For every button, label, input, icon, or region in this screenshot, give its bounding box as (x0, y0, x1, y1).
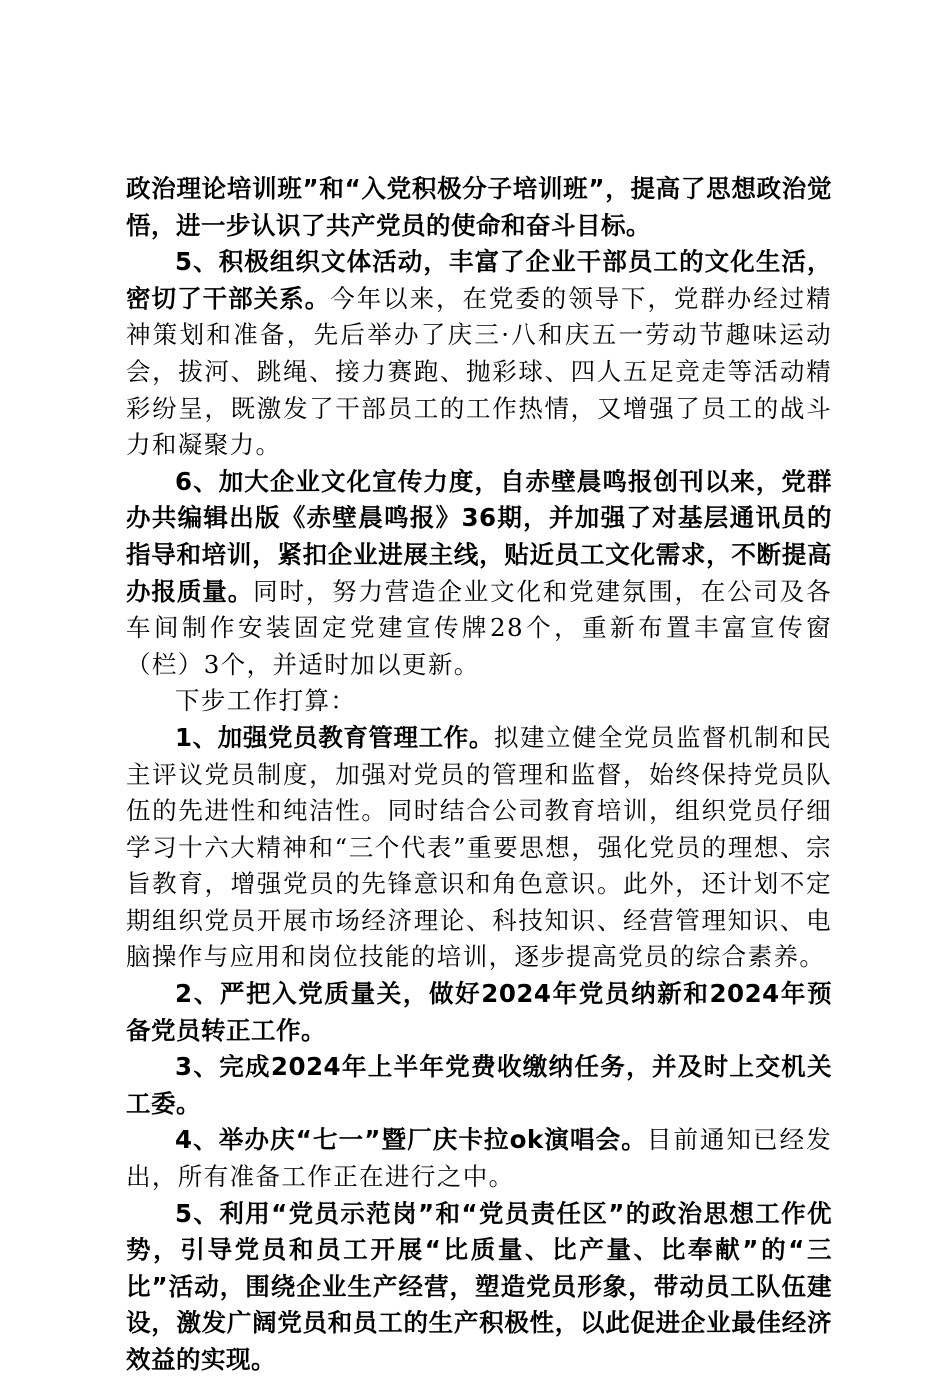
paragraph-6-bold: 2、严把入党质量关，做好2024年党员纳新和2024年预备党员转正工作。 (126, 979, 832, 1045)
paragraph-3 (126, 464, 832, 684)
paragraph-4 (126, 683, 832, 720)
paragraph-2-normal: 今年以来，在党委的领导下，党群办经过精神策划和准备，先后举办了庆三·八和庆五一劳动节趣味运动会，拔河、跳绳、接力赛跑、抛彩球、四人五足竞走等活动精彩纷呈，既激发了干部员工的工作热情，又增强了员工的战斗力和凝聚力。 (126, 283, 832, 460)
paragraph-1-bold: 政治理论培训班”和“入党积极分子培训班”，提高了思想政治觉悟，进一步认识了共产党员的使命和奋斗目标。 (126, 174, 832, 240)
paragraph-7 (126, 1049, 832, 1122)
paragraph-9-bold: 5、利用“党员示范岗”和“党员责任区”的政治思想工作优势，引导党员和员工开展“比质量、比产量、比奉献”的“三比”活动，围绕企业生产经营，塑造党员形象，带动员工队伍建设，激发广阔党员和员工的生产积极性，以此促进企业最佳经济效益的实现。 (126, 1198, 832, 1374)
paragraph-7-bold: 3、完成2024年上半年党费收缴纳任务，并及时上交机关工委。 (126, 1052, 832, 1118)
paragraph-9 (126, 1196, 832, 1379)
paragraph-8-normal: 目前通知已经发出，所有准备工作正在进行之中。 (126, 1125, 833, 1192)
paragraph-8-bold: 4、举办庆“七一”暨厂庆卡拉ok演唱会。 (175, 1125, 647, 1155)
paragraph-6 (126, 976, 832, 1049)
paragraph-3-normal: 同时，努力营造企业文化和党建氛围，在公司及各车间制作安装固定党建宣传牌28个，重新布置丰富宣传窗（栏）3个，并适时加以更新。 (126, 576, 832, 679)
paragraph-2 (126, 244, 832, 464)
paragraph-1 (126, 171, 832, 244)
paragraph-8 (126, 1122, 832, 1195)
document-page (126, 171, 832, 1379)
paragraph-2-bold: 5、积极组织文体活动，丰富了企业干部员工的文化生活，密切了干部关系。 (126, 247, 832, 313)
paragraph-3-bold: 6、加大企业文化宣传力度，自赤壁晨鸣报创刊以来，党群办共编辑出版《赤壁晨鸣报》36期，并加强了对基层通讯员的指导和培训，紧扣企业进展主线，贴近员工文化需求，不断提高办报质量。 (126, 466, 832, 606)
paragraph-4-normal: 下步工作打算： (175, 686, 357, 716)
paragraph-5 (126, 720, 832, 976)
paragraph-5-normal: 拟建立健全党员监督机制和民主评议党员制度，加强对党员的管理和监督，始终保持党员队伍的先进性和纯洁性。同时结合公司教育培训，组织党员仔细学习十六大精神和“三个代表”重要思想，强化党员的理想、宗旨教育，增强党员的先锋意识和角色意识。此外，还计划不定期组织党员开展市场经济理论、科技知识、经营管理知识、电脑操作与应用和岗位技能的培训，逐步提高党员的综合素养。 (126, 722, 833, 972)
paragraph-5-bold: 1、加强党员教育管理工作。 (175, 722, 494, 752)
